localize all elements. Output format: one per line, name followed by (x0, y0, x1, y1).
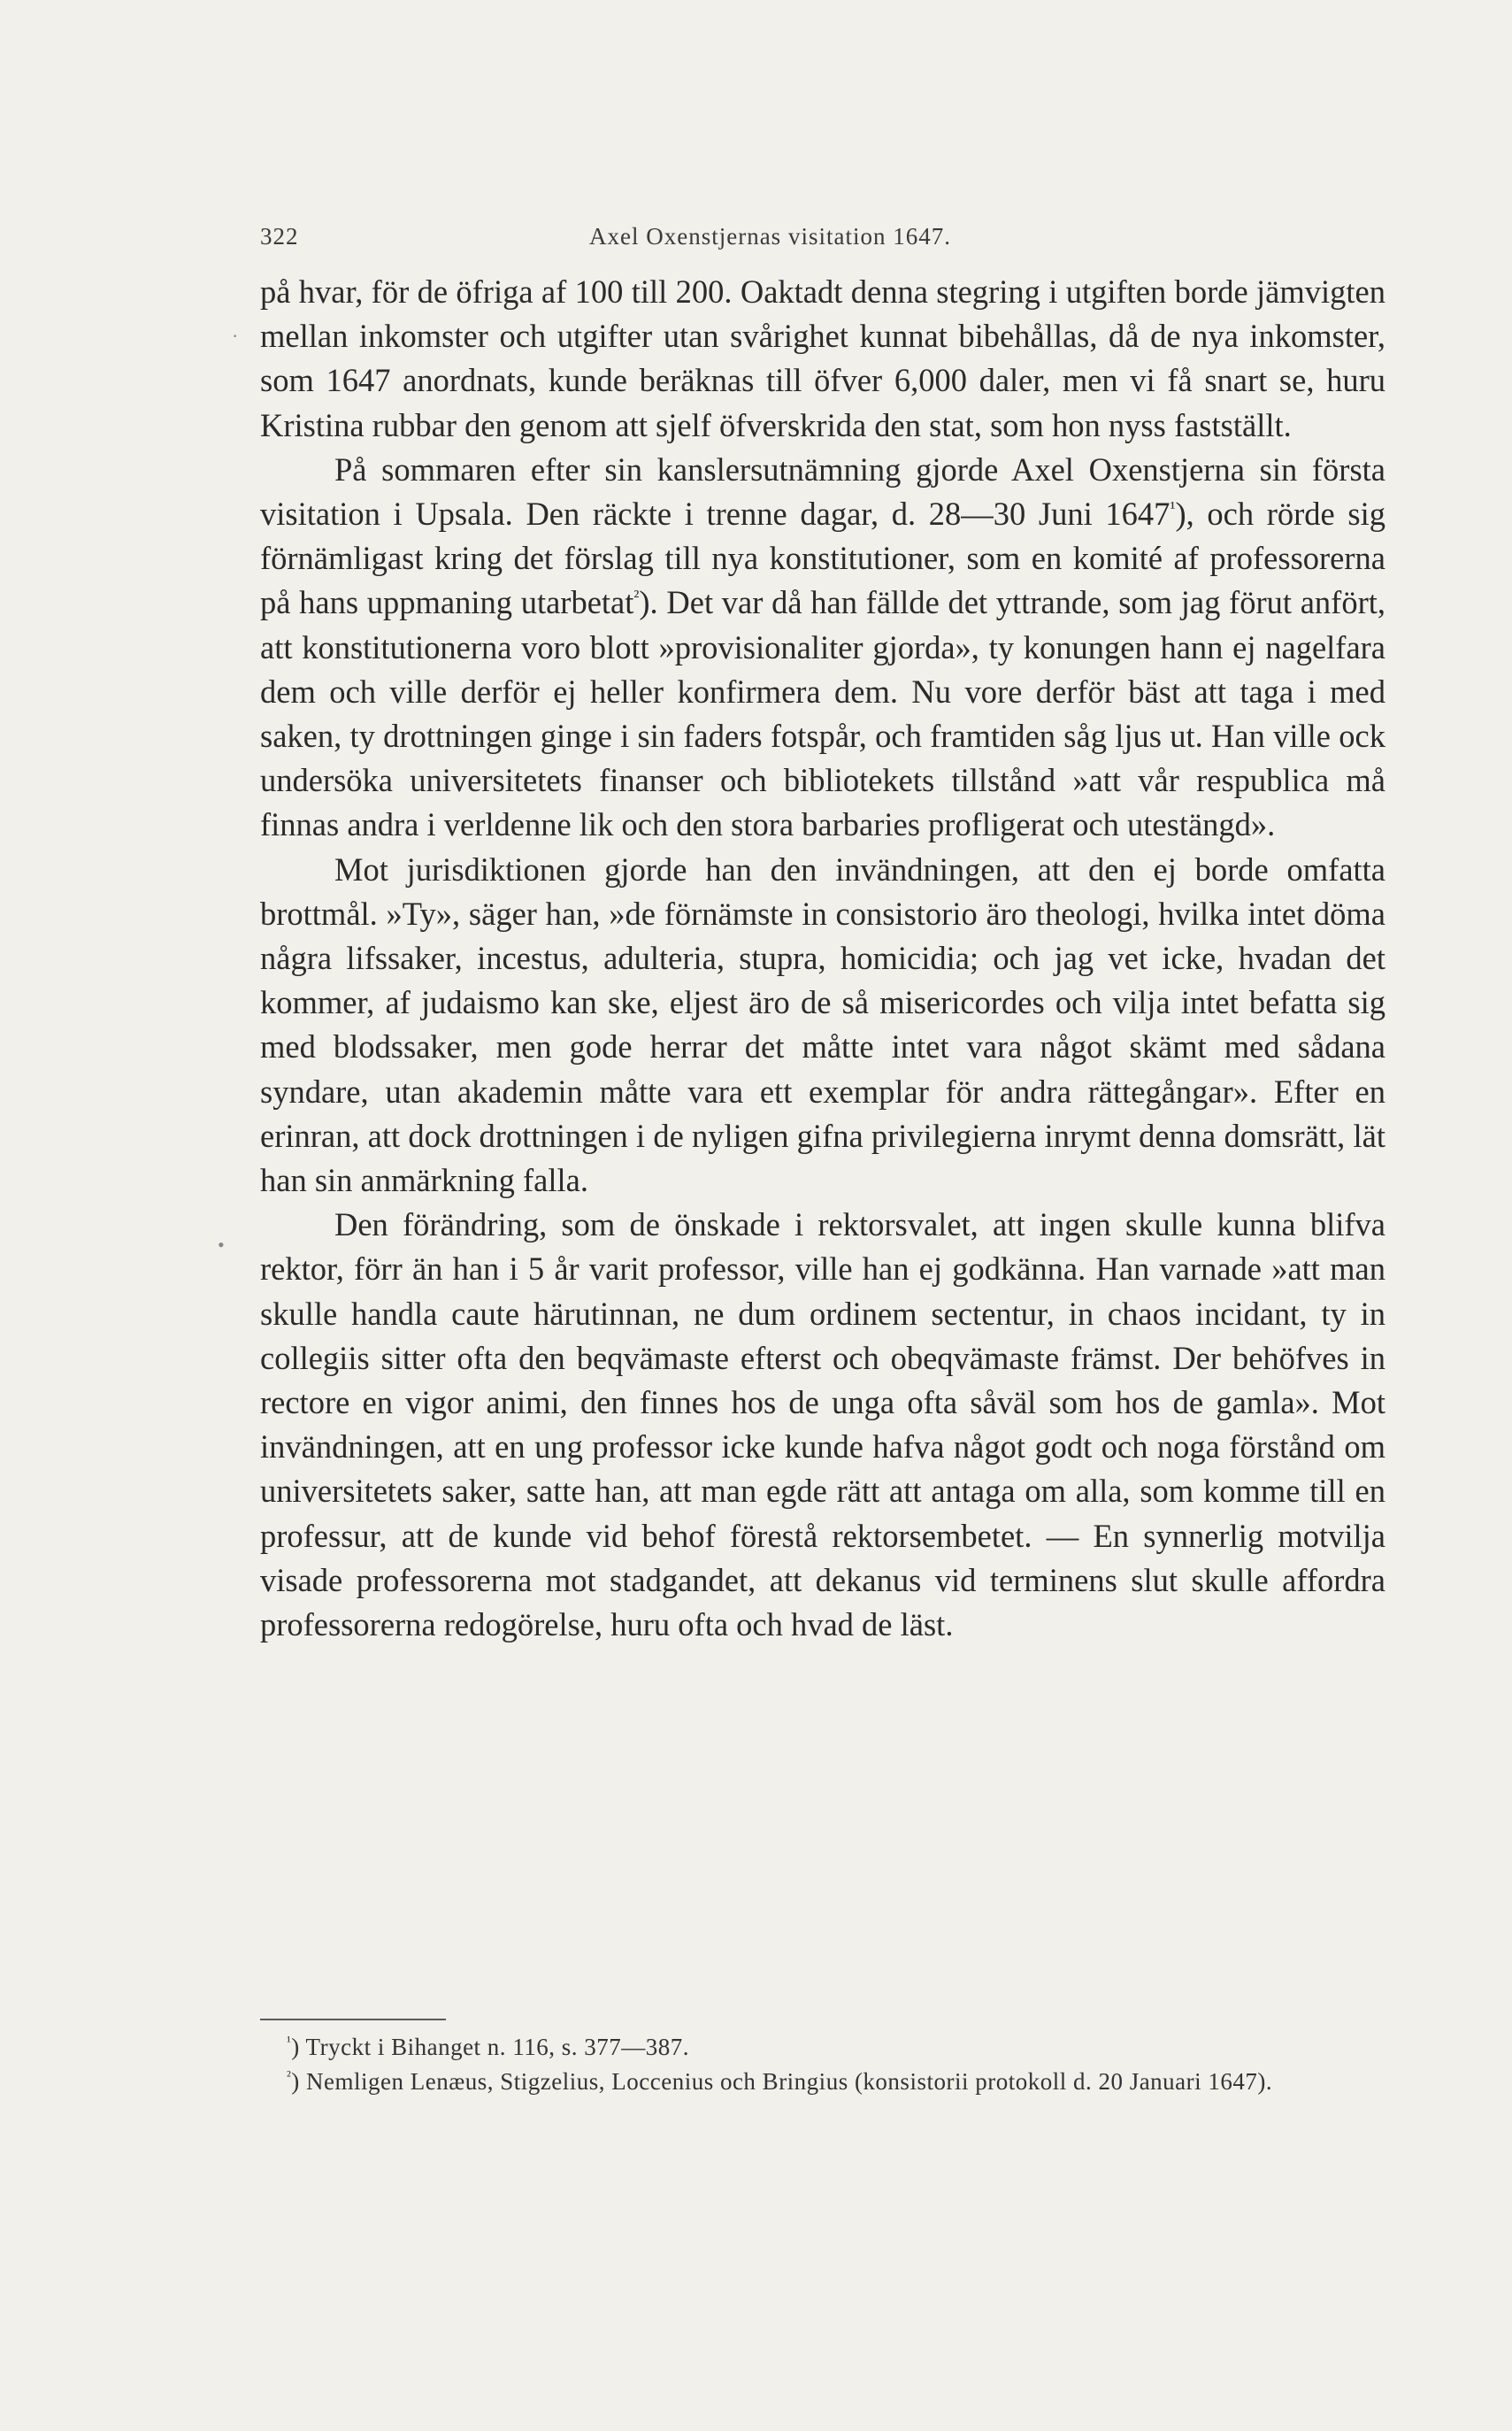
paragraph-3: Mot jurisdiktionen gjorde han den invändningen, att den ej borde omfatta brottmål. »Ty», säger han, »de förnämste in consistorio äro theologi, hvilka intet döma några lifssaker, incestus, adulteria, stupra, homicidia; och jag vet icke, hvadan det kommer, af judaismo kan ske, eljest äro de så misericordes och vilja intet befatta sig med blodssaker, men gode herrar det måtte intet vara något skämt med sådana syndare, utan akademin måtte vara ett exemplar för andra rättegångar». Efter en erinran, att dock drottningen i de nyligen gifna privilegierna inrymt denna domsrätt, lät han sin anmärkning falla. (260, 850, 1385, 1199)
footnote-2 (260, 2065, 1385, 2099)
footnote-1-text: ) Tryckt i Bihanget n. 116, s. 377—387. (291, 2034, 690, 2060)
main-text (260, 270, 1385, 1647)
paragraph-1: på hvar, för de öfriga af 100 till 200. Oaktadt denna stegring i utgiften borde jämvigten mellan inkomster och utgifter utan svårighet kunnat bibehållas, då de nya inkomster, som 1647 anordnats, kunde beräknas till öfver 6,000 daler, men vi få snart se, huru Kristina rubbar den genom att sjelf öfverskrida den stat, som hon nyss fastställt. (260, 273, 1385, 443)
footnote-2-text: ) Nemligen Lenæus, Stigzelius, Loccenius och Bringius (konsistorii protokoll d. 20 Januari 1647). (291, 2068, 1273, 2095)
footnote-1 (260, 2030, 1385, 2065)
paragraph-2 (260, 448, 1385, 848)
paragraph-2-part-c: ). Det var då han fällde det yttrande, som jag förut anfört, att konstitutionerna voro blott »provisionaliter gjorda», ty konungen hann ej nagelfara dem och ville derför ej heller konfirmera dem. Nu vore derför bäst att taga i med saken, ty drottningen ginge i sin faders fotspår, och framtiden såg ljus ut. Han ville ock undersöka universitetets finanser och bibliotekets tillstånd »att vår respublica må finnas andra i verldenne lik och den stora barbaries profligerat och utestängd». (260, 584, 1385, 843)
margin-speck: • (218, 1234, 225, 1256)
page-number: 322 (260, 223, 299, 250)
running-header (260, 223, 1385, 258)
footnote-separator (260, 2019, 446, 2020)
footnote-ref-2: ² (633, 587, 640, 607)
paragraph-2-part-b: ), och rörde sig förnämligast kring det förslag till nya konstitutioner, som en komité af professorerna på hans uppmaning utarbetat (260, 496, 1385, 621)
margin-speck: · (232, 325, 239, 347)
paragraph-4: Den förändring, som de önskade i rektorsvalet, att ingen skulle kunna blifva rektor, förr än han i 5 år varit professor, ville han ej godkänna. Han varnade »att man skulle handla caute härutinnan, ne dum ordinem sectentur, in chaos incidant, ty in collegiis sitter ofta den beqvämaste efterst och obeqvämaste främst. Der behöfves in rectore en vigor animi, den finnes hos de unga ofta såväl som hos de gamla». Mot invändningen, att en ung professor icke kunde hafva något godt och noga förstånd om universitetets saker, satte han, att man egde rätt att antaga om alla, som komme till en professur, att de kunde vid behof förestå rektorsembetet. — En synnerlig motvilja visade professorerna mot stadgandet, att dekanus vid terminens slut skulle affordra professorerna redogörelse, huru ofta och hvad de läst. (260, 1206, 1385, 1643)
footnote-ref-1: ¹ (1170, 497, 1176, 518)
paragraph-2-part-a: På sommaren efter sin kanslersutnämning gjorde Axel Oxenstjerna sin första visitation i Upsala. Den räckte i trenne dagar, d. 28—30 Juni 1647 (260, 450, 1385, 533)
footnote-1-mark: ¹ (287, 2035, 292, 2050)
footnote-2-mark: ² (287, 2069, 292, 2084)
running-title: Axel Oxenstjernas visitation 1647. (589, 223, 951, 250)
footnotes (260, 2030, 1385, 2099)
